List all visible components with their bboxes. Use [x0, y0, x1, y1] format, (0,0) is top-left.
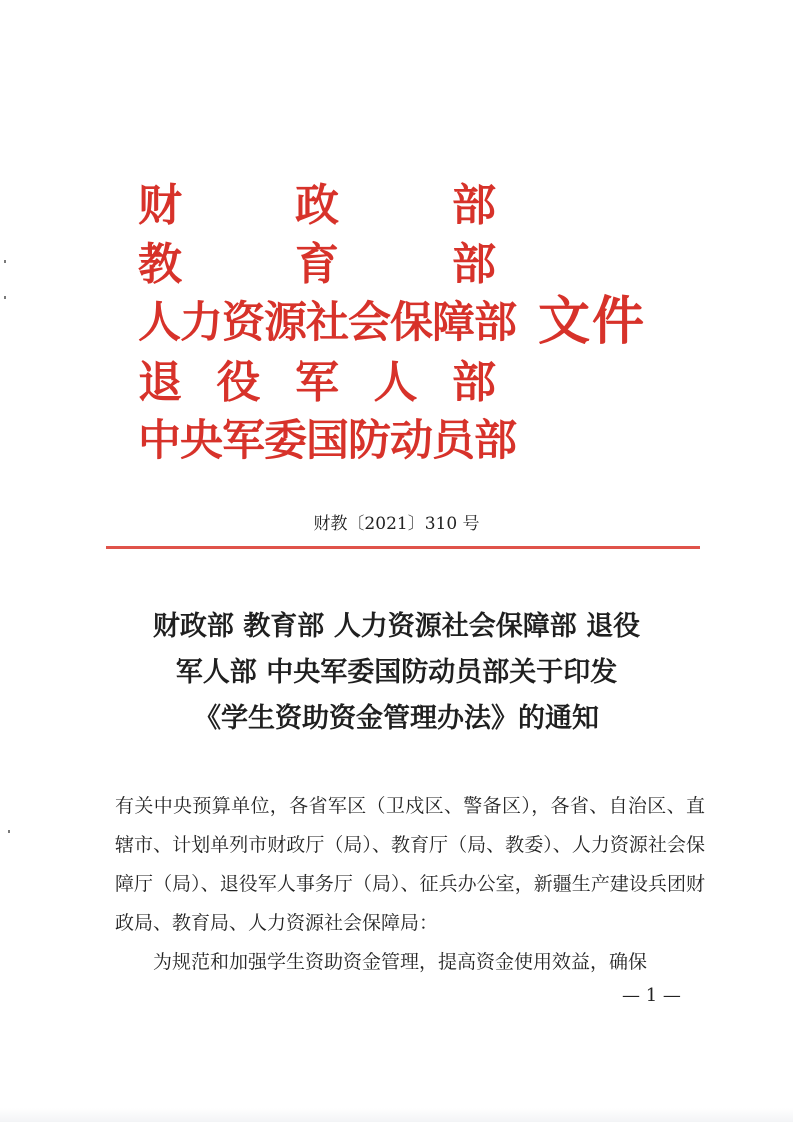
body-paragraph: 为规范和加强学生资助资金管理，提高资金使用效益，确保 [153, 951, 648, 973]
issuer-char: 教 [138, 239, 182, 290]
scan-speck [4, 296, 6, 299]
issuer-char: 部 [452, 239, 496, 290]
issuer-ministry-of-education [138, 235, 496, 294]
issuer-char: 政 [295, 180, 339, 231]
scan-bottom-edge [0, 1108, 793, 1122]
document-body [115, 787, 705, 982]
issuing-authorities [138, 176, 518, 471]
issuer-national-defense-mobilization: 中央军委国防动员部 [138, 416, 516, 466]
title-line: 财政部 教育部 人力资源社会保障部 退役 [152, 611, 641, 642]
issuer-char: 退 [138, 357, 182, 408]
document-number: 财教〔2021〕310 号 [313, 514, 480, 534]
issuer-human-resources-ministry: 人力资源社会保障部 [138, 298, 516, 348]
issuer-char: 部 [452, 357, 496, 408]
issuer-char: 人 [373, 357, 418, 408]
header-divider [106, 546, 700, 549]
page-number: — 1 — [622, 985, 681, 1006]
issuer-char: 育 [295, 239, 339, 290]
issuer-char: 役 [216, 357, 261, 408]
scan-speck [4, 260, 6, 263]
title-line: 《学生资助资金管理办法》的通知 [194, 703, 599, 734]
issuer-char: 军 [295, 357, 339, 408]
document-title [80, 604, 713, 742]
issuer-ministry-of-finance [138, 176, 496, 235]
addressee-paragraph: 有关中央预算单位，各省军区（卫戍区、警备区），各省、自治区、直辖市、计划单列市财政厅（局）、教育厅（局、教委）、人力资源社会保障厅（局）、退役军人事务厅（局）、征兵办公室，新疆生产建设兵团财政局、教育局、人力资源社会保障局： [115, 795, 705, 934]
scan-speck [8, 830, 10, 833]
document-label: 文件 [538, 291, 647, 352]
issuer-char: 财 [138, 180, 182, 231]
title-line: 军人部 中央军委国防动员部关于印发 [175, 657, 618, 688]
issuer-char: 部 [452, 180, 496, 231]
issuer-veterans-affairs-ministry [138, 353, 496, 412]
